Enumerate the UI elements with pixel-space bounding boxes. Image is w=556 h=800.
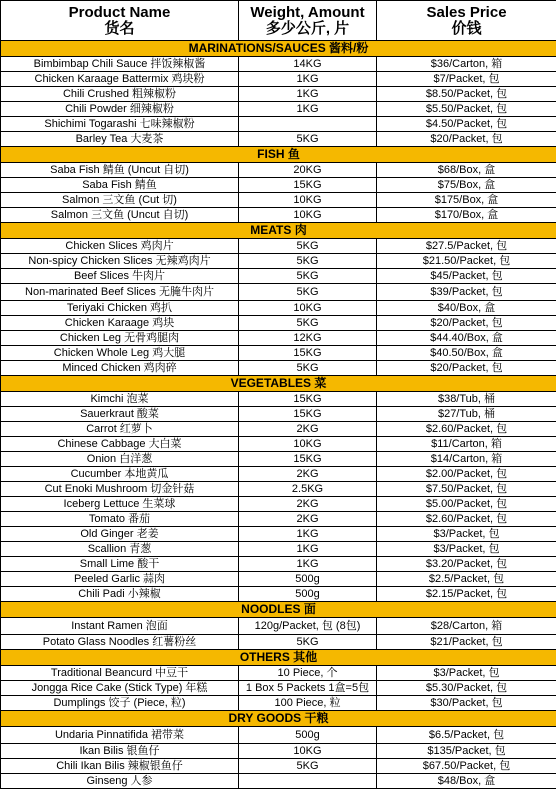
product-name-cell: Salmon 三文鱼 (Uncut 自切) [1, 208, 239, 223]
section-title: VEGETABLES 菜 [1, 376, 556, 392]
price-list-body [1, 41, 556, 789]
table-row [1, 57, 556, 72]
price-cell: $27.5/Packet, 包 [377, 239, 556, 254]
product-name-cell: Beef Slices 牛肉片 [1, 269, 239, 284]
weight-cell: 5KG [239, 316, 377, 331]
product-name-cell: Jongga Rice Cake (Stick Type) 年糕 [1, 681, 239, 696]
weight-cell: 1KG [239, 542, 377, 557]
price-cell: $30/Packet, 包 [377, 696, 556, 711]
product-name-cell: Chinese Cabbage 大白菜 [1, 437, 239, 452]
weight-cell: 20KG [239, 163, 377, 178]
weight-cell: 5KG [239, 132, 377, 147]
product-name-cell: Peeled Garlic 蒜肉 [1, 572, 239, 587]
product-name-cell: Carrot 红萝卜 [1, 422, 239, 437]
price-cell: $39/Packet, 包 [377, 284, 556, 301]
weight-cell: 2KG [239, 467, 377, 482]
table-row [1, 542, 556, 557]
weight-cell: 1KG [239, 72, 377, 87]
header-weight-zh: 多少公斤, 片 [265, 20, 350, 37]
weight-cell: 10KG [239, 744, 377, 759]
product-name-cell: Bimbimbap Chili Sauce 拌饭辣椒酱 [1, 57, 239, 72]
table-row [1, 407, 556, 422]
weight-cell: 500g [239, 727, 377, 744]
price-cell: $21.50/Packet, 包 [377, 254, 556, 269]
weight-cell: 1KG [239, 87, 377, 102]
section-title: OTHERS 其他 [1, 650, 556, 666]
product-name-cell: Small Lime 酸干 [1, 557, 239, 572]
table-row [1, 87, 556, 102]
product-name-cell: Chili Padi 小辣椒 [1, 587, 239, 602]
price-cell: $4.50/Packet, 包 [377, 117, 556, 132]
table-row [1, 102, 556, 117]
price-cell: $3/Packet, 包 [377, 542, 556, 557]
weight-cell: 1 Box 5 Packets 1盒=5包 [239, 681, 377, 696]
weight-cell: 12KG [239, 331, 377, 346]
section-header [1, 711, 556, 727]
section-header [1, 223, 556, 239]
weight-cell: 10KG [239, 437, 377, 452]
weight-cell: 2KG [239, 497, 377, 512]
price-cell: $44.40/Box, 盒 [377, 331, 556, 346]
price-cell: $2.60/Packet, 包 [377, 422, 556, 437]
table-row [1, 587, 556, 602]
product-name-cell: Kimchi 泡菜 [1, 392, 239, 407]
price-cell: $36/Carton, 箱 [377, 57, 556, 72]
table-row [1, 467, 556, 482]
price-cell: $27/Tub, 桶 [377, 407, 556, 422]
weight-cell: 1KG [239, 557, 377, 572]
price-cell: $48/Box, 盒 [377, 774, 556, 789]
section-header [1, 376, 556, 392]
weight-cell: 2.5KG [239, 482, 377, 497]
table-row [1, 163, 556, 178]
table-row [1, 316, 556, 331]
product-name-cell: Ikan Bilis 银鱼仔 [1, 744, 239, 759]
product-name-cell: Non-spicy Chicken Slices 无辣鸡肉片 [1, 254, 239, 269]
price-cell: $45/Packet, 包 [377, 269, 556, 284]
table-row [1, 254, 556, 269]
weight-cell: 5KG [239, 759, 377, 774]
product-name-cell: Salmon 三文鱼 (Cut 切) [1, 193, 239, 208]
table-row [1, 774, 556, 789]
weight-cell: 15KG [239, 452, 377, 467]
table-row [1, 72, 556, 87]
product-name-cell: Potato Glass Noodles 红薯粉丝 [1, 635, 239, 650]
table-row [1, 557, 556, 572]
product-name-cell: Chicken Karaage 鸡块 [1, 316, 239, 331]
price-cell: $20/Packet, 包 [377, 316, 556, 331]
table-row [1, 422, 556, 437]
price-cell: $8.50/Packet, 包 [377, 87, 556, 102]
section-header [1, 41, 556, 57]
product-name-cell: Chicken Whole Leg 鸡大腿 [1, 346, 239, 361]
weight-cell: 5KG [239, 635, 377, 650]
product-name-cell: Chicken Slices 鸡肉片 [1, 239, 239, 254]
price-cell: $75/Box, 盒 [377, 178, 556, 193]
table-row [1, 512, 556, 527]
price-cell: $5.00/Packet, 包 [377, 497, 556, 512]
table-row [1, 208, 556, 223]
weight-cell: 120g/Packet, 包 (8包) [239, 618, 377, 635]
section-title: NOODLES 面 [1, 602, 556, 618]
price-cell: $3/Packet, 包 [377, 666, 556, 681]
weight-cell: 500g [239, 572, 377, 587]
price-cell: $20/Packet, 包 [377, 361, 556, 376]
price-cell: $5.30/Packet, 包 [377, 681, 556, 696]
product-name-cell: Non-marinated Beef Slices 无腌牛肉片 [1, 284, 239, 301]
header-product-name-zh: 货名 [104, 20, 135, 37]
price-cell: $170/Box, 盒 [377, 208, 556, 223]
product-name-cell: Onion 白洋葱 [1, 452, 239, 467]
price-cell: $11/Carton, 箱 [377, 437, 556, 452]
product-name-cell: Sauerkraut 酸菜 [1, 407, 239, 422]
price-cell: $2.00/Packet, 包 [377, 467, 556, 482]
header-product-name [1, 1, 239, 41]
header-row [1, 1, 556, 41]
product-name-cell: Traditional Beancurd 中豆干 [1, 666, 239, 681]
table-row [1, 759, 556, 774]
weight-cell: 2KG [239, 422, 377, 437]
weight-cell: 5KG [239, 361, 377, 376]
weight-cell: 15KG [239, 178, 377, 193]
weight-cell: 10KG [239, 208, 377, 223]
product-name-cell: Barley Tea 大麦茶 [1, 132, 239, 147]
table-row [1, 527, 556, 542]
weight-cell: 5KG [239, 239, 377, 254]
header-price-zh: 价钱 [451, 20, 482, 37]
table-row [1, 497, 556, 512]
table-row [1, 572, 556, 587]
header-weight-en: Weight, Amount [250, 4, 365, 21]
weight-cell: 5KG [239, 284, 377, 301]
table-row [1, 269, 556, 284]
table-row [1, 744, 556, 759]
product-name-cell: Undaria Pinnatifida 裙带菜 [1, 727, 239, 744]
weight-cell: 15KG [239, 392, 377, 407]
table-row [1, 284, 556, 301]
table-row [1, 178, 556, 193]
price-cell: $28/Carton, 箱 [377, 618, 556, 635]
weight-cell: 1KG [239, 102, 377, 117]
table-row [1, 727, 556, 744]
price-cell: $14/Carton, 箱 [377, 452, 556, 467]
table-row [1, 696, 556, 711]
weight-cell: 14KG [239, 57, 377, 72]
weight-cell: 10KG [239, 301, 377, 316]
table-row [1, 618, 556, 635]
price-cell: $40/Box, 盒 [377, 301, 556, 316]
table-row [1, 193, 556, 208]
weight-cell: 15KG [239, 407, 377, 422]
header-price-en: Sales Price [426, 4, 507, 21]
product-name-cell: Iceberg Lettuce 生菜球 [1, 497, 239, 512]
product-name-cell: Chicken Leg 无骨鸡腿肉 [1, 331, 239, 346]
header-price [377, 1, 556, 41]
price-cell: $67.50/Packet, 包 [377, 759, 556, 774]
table-row [1, 681, 556, 696]
product-name-cell: Chili Crushed 粗辣椒粉 [1, 87, 239, 102]
table-row [1, 635, 556, 650]
weight-cell: 5KG [239, 254, 377, 269]
product-name-cell: Chicken Karaage Battermix 鸡块粉 [1, 72, 239, 87]
section-title: MEATS 肉 [1, 223, 556, 239]
weight-cell: 500g [239, 587, 377, 602]
product-name-cell: Chili Powder 细辣椒粉 [1, 102, 239, 117]
product-name-cell: Tomato 番茄 [1, 512, 239, 527]
weight-cell: 15KG [239, 346, 377, 361]
product-name-cell: Saba Fish 鲭鱼 [1, 178, 239, 193]
weight-cell: 2KG [239, 512, 377, 527]
product-name-cell: Cucumber 本地黄瓜 [1, 467, 239, 482]
price-cell: $2.60/Packet, 包 [377, 512, 556, 527]
weight-cell: 1KG [239, 527, 377, 542]
table-row [1, 437, 556, 452]
section-title: DRY GOODS 干粮 [1, 711, 556, 727]
weight-cell [239, 117, 377, 132]
table-row [1, 117, 556, 132]
header-weight [239, 1, 377, 41]
product-name-cell: Old Ginger 老姜 [1, 527, 239, 542]
price-cell: $6.5/Packet, 包 [377, 727, 556, 744]
product-name-cell: Instant Ramen 泡面 [1, 618, 239, 635]
price-cell: $2.15/Packet, 包 [377, 587, 556, 602]
table-row [1, 346, 556, 361]
price-cell: $135/Packet, 包 [377, 744, 556, 759]
price-cell: $7.50/Packet, 包 [377, 482, 556, 497]
product-name-cell: Minced Chicken 鸡肉碎 [1, 361, 239, 376]
header-product-name-en: Product Name [68, 4, 171, 21]
table-row [1, 452, 556, 467]
price-cell: $21/Packet, 包 [377, 635, 556, 650]
table-row [1, 482, 556, 497]
section-header [1, 650, 556, 666]
product-name-cell: Dumplings 饺子 (Piece, 粒) [1, 696, 239, 711]
product-name-cell: Ginseng 人参 [1, 774, 239, 789]
price-cell: $2.5/Packet, 包 [377, 572, 556, 587]
price-cell: $20/Packet, 包 [377, 132, 556, 147]
price-cell: $3/Packet, 包 [377, 527, 556, 542]
product-name-cell: Saba Fish 鲭鱼 (Uncut 自切) [1, 163, 239, 178]
table-row [1, 361, 556, 376]
section-title: FISH 鱼 [1, 147, 556, 163]
price-cell: $175/Box, 盒 [377, 193, 556, 208]
table-row [1, 666, 556, 681]
product-name-cell: Chili Ikan Bilis 辣椒银鱼仔 [1, 759, 239, 774]
table-row [1, 392, 556, 407]
product-name-cell: Shichimi Togarashi 七味辣椒粉 [1, 117, 239, 132]
price-cell: $3.20/Packet, 包 [377, 557, 556, 572]
section-header [1, 602, 556, 618]
price-cell: $38/Tub, 桶 [377, 392, 556, 407]
table-row [1, 331, 556, 346]
table-row [1, 132, 556, 147]
table-row [1, 239, 556, 254]
weight-cell [239, 774, 377, 789]
price-cell: $7/Packet, 包 [377, 72, 556, 87]
product-name-cell: Teriyaki Chicken 鸡扒 [1, 301, 239, 316]
price-cell: $68/Box, 盒 [377, 163, 556, 178]
weight-cell: 10 Piece, 个 [239, 666, 377, 681]
product-name-cell: Scallion 青葱 [1, 542, 239, 557]
price-cell: $5.50/Packet, 包 [377, 102, 556, 117]
weight-cell: 5KG [239, 269, 377, 284]
weight-cell: 100 Piece, 粒 [239, 696, 377, 711]
table-row [1, 301, 556, 316]
price-cell: $40.50/Box, 盒 [377, 346, 556, 361]
weight-cell: 10KG [239, 193, 377, 208]
section-title: MARINATIONS/SAUCES 酱料/粉 [1, 41, 556, 57]
section-header [1, 147, 556, 163]
product-name-cell: Cut Enoki Mushroom 切金针菇 [1, 482, 239, 497]
